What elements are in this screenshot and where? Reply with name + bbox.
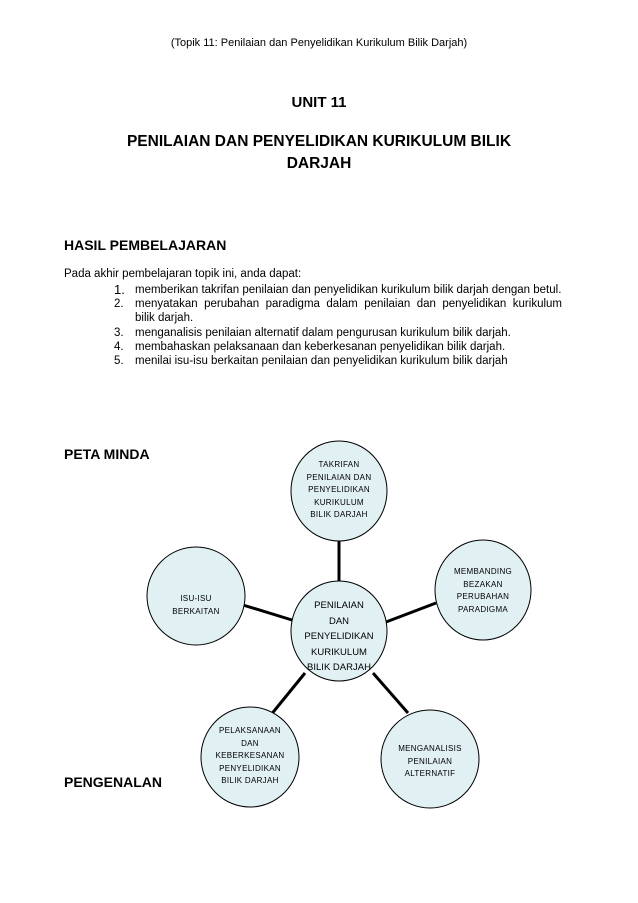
node-label-menganalisis: MENGANALISIS PENILAIAN ALTERNATIF (398, 744, 462, 778)
hasil-intro: Pada akhir pembelajaran topik ini, anda dapat: (64, 268, 302, 280)
connector-line (373, 673, 408, 713)
list-number: 4. (114, 340, 124, 353)
node-label-center: PENILAIAN DAN PENYELIDIKAN KURIKULUM BILIK DARJAH (304, 600, 374, 673)
running-header: (Topik 11: Penilaian dan Penyelidikan Kurikulum Bilik Darjah) (170, 37, 468, 49)
unit-title: PENILAIAN DAN PENYELIDIKAN KURIKULUM BILIK DARJAH (126, 133, 512, 172)
node-label-pelaksanaan: PELAKSANAAN DAN KEBERKESANAN PENYELIDIKAN BILIK DARJAH (215, 726, 285, 785)
section-heading-hasil: HASIL PEMBELAJARAN (64, 237, 227, 253)
list-text: menilai isu-isu berkaitan penilaian dan penyelidikan kurikulum bilik darjah (135, 355, 508, 368)
list-text: menyatakan perubahan paradigma dalam penilaian dan penyelidikan kurikulum bilik darjah. (135, 298, 562, 325)
list-text: menganalisis penilaian alternatif dalam pengurusan kurikulum bilik darjah. (135, 326, 511, 339)
node-label-isu: ISU-ISU BERKAITAN (172, 594, 220, 616)
section-heading-peta-minda: PETA MINDA (64, 446, 150, 462)
list-number: 1. (114, 282, 125, 297)
section-heading-pengenalan: PENGENALAN (64, 774, 163, 790)
connector-line (270, 673, 305, 716)
connector-line (243, 605, 292, 620)
list-number: 2. (114, 298, 124, 311)
list-text: membahaskan pelaksanaan dan keberkesanan penyelidikan bilik darjah. (135, 340, 506, 353)
connector-line (386, 603, 436, 622)
node-label-takrifan: TAKRIFAN PENILAIAN DAN PENYELIDIKAN KURIKULUM BILIK DARJAH (306, 460, 372, 519)
list-text: memberikan takrifan penilaian dan penyelidikan kurikulum bilik darjah dengan betul. (135, 284, 562, 296)
node-label-membanding: MEMBANDING BEZAKAN PERUBAHAN PARADIGMA (453, 567, 513, 614)
unit-label: UNIT 11 (291, 94, 347, 111)
list-number: 3. (114, 326, 124, 339)
list-number: 5. (114, 355, 124, 368)
